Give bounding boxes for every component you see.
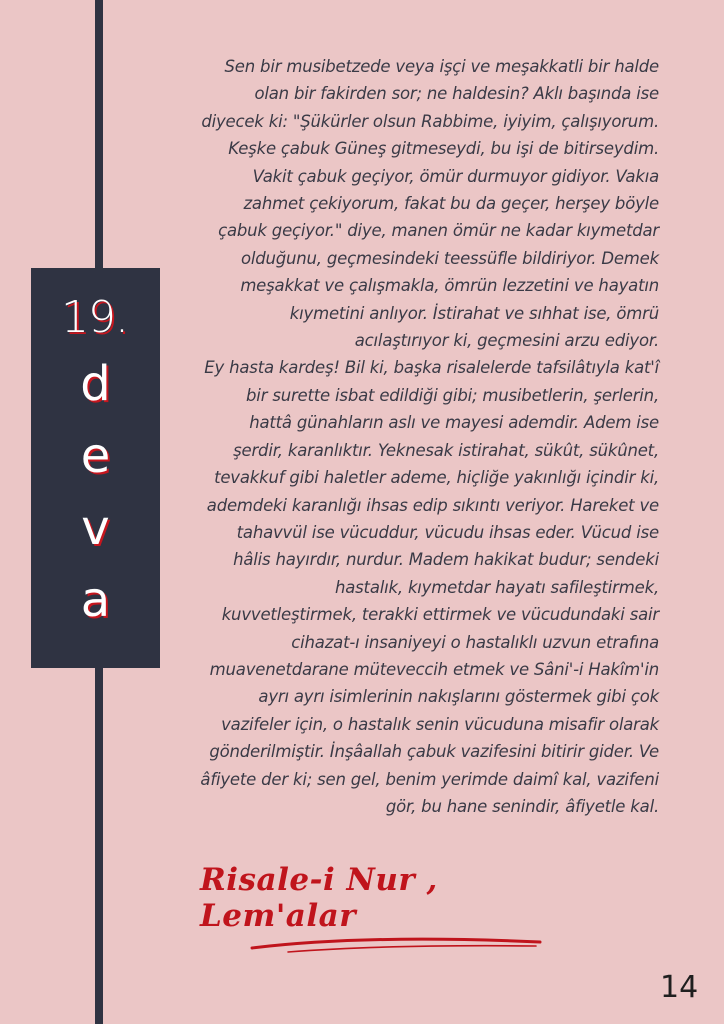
chapter-letter: v xyxy=(81,500,110,556)
text-line: olan bir fakirden sor; ne haldesin? Aklı başında ise xyxy=(254,84,659,104)
page-number: 14 xyxy=(660,970,699,1005)
chapter-letter: d xyxy=(80,356,111,412)
text-line: Ey hasta kardeş! Bil ki, başka risalelerde tafsilâtıyla kat'î xyxy=(204,358,659,378)
text-line: ademdeki karanlığı ihsas edip sıkıntı veriyor. Hareket ve xyxy=(206,495,659,515)
text-line: Vakit çabuk geçiyor, ömür durmuyor gidiyor. Vakıa xyxy=(252,166,659,186)
text-line: hâlis hayırdır, nurdur. Madem hakikat budur; sendeki xyxy=(233,550,659,570)
chapter-letter: a xyxy=(80,572,111,628)
text-line: şerdir, karanlıktır. Yeknesak istirahat, sükût, sükûnet, xyxy=(233,440,659,460)
text-line: acılaştırıyor ki, geçmesini arzu ediyor. xyxy=(354,331,659,351)
text-line: âfiyete der ki; sen gel, benim yerimde daimî kal, vazifeni xyxy=(200,769,659,789)
text-line: gör, bu hane senindir, âfiyetle kal. xyxy=(385,796,659,816)
text-line: vazifeler için, o hastalık senin vücuduna misafir olarak xyxy=(221,714,659,734)
text-line: hastalık, kıymetdar hayatı safileştirmek, xyxy=(334,577,659,597)
text-line: tevakkuf gibi haletler ademe, hiçliğe yakınlığı içindir ki, xyxy=(214,468,659,488)
text-line: hattâ günahların aslı ve mayesi ademdir. Adem ise xyxy=(249,413,659,433)
text-line: çabuk geçiyor." diye, manen ömür ne kadar kıymetdar xyxy=(218,221,659,241)
text-line: gönderilmiştir. İnşâallah çabuk vazifesini bitirir gider. Ve xyxy=(209,742,659,762)
source-citation: Risale-i Nur , Lem'alar xyxy=(200,862,438,934)
text-line: olduğunu, geçmesindeki teessüfle bildiriyor. Demek xyxy=(240,248,659,268)
text-line: meşakkat ve çalışmakla, ömrün lezzetini ve hayatın xyxy=(240,276,659,296)
text-line: kuvvetleştirmek, terakki ettirmek ve vücudundaki sair xyxy=(221,605,659,625)
text-line: diyecek ki: "Şükürler olsun Rabbime, iyiyim, çalışıyorum. xyxy=(201,111,659,131)
text-line: kıymetini anlıyor. İstirahat ve sıhhat ise, ömrü xyxy=(289,303,659,323)
text-line: cihazat-ı insaniyeyi o hastalıklı uzvun etrafına xyxy=(291,632,659,652)
text-line: ayrı ayrı isimlerinin nakışlarını göstermek gibi çok xyxy=(258,687,659,707)
paragraph-2 xyxy=(172,354,659,820)
text-line: zahmet çekiyorum, fakat bu da geçer, herşey böyle xyxy=(243,194,659,214)
text-line: tahavvül ise vücuddur, vücudu ihsas eder. Vücud ise xyxy=(236,522,659,542)
chapter-letter: e xyxy=(80,428,111,484)
text-line: bir surette isbat edildiği gibi; musibetlerin, şerlerin, xyxy=(246,385,659,405)
text-line: muavenetdarane müteveccih etmek ve Sâni'-i Hakîm'in xyxy=(209,659,659,679)
body-text xyxy=(172,53,659,820)
paragraph-1 xyxy=(172,53,659,354)
text-line: Keşke çabuk Güneş gitmeseydi, bu işi de bitirseydim. xyxy=(228,139,659,159)
chapter-number: 19. xyxy=(61,292,128,343)
chapter-label-box xyxy=(31,268,160,668)
decorative-underline xyxy=(248,930,548,960)
text-line: Sen bir musibetzede veya işçi ve meşakkatli bir halde xyxy=(224,57,659,76)
